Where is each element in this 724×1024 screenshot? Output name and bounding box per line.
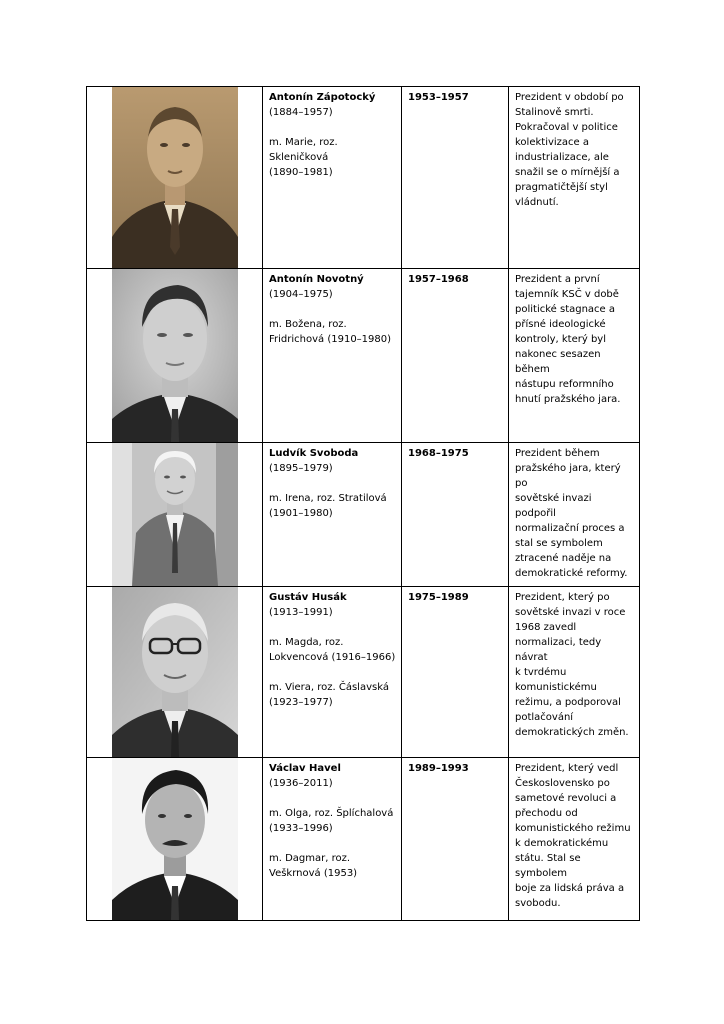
president-name: Antonín Zápotocký (269, 92, 376, 103)
spouse-info: m. Božena, roz. Fridrichová (1910–1980) (269, 319, 392, 345)
president-lifespan: (1884–1957) (269, 107, 333, 118)
table-row (87, 443, 640, 587)
table-row (87, 87, 640, 269)
photo-cell (87, 758, 263, 921)
description-cell (509, 587, 640, 758)
term-years: 1975–1989 (408, 592, 469, 603)
president-description: Prezident, který po sovětské invazi v roce 1968 zavedl normalizaci, tedy návrat k tvrdému komunistickému režimu, a podporoval potlačování demokratických změn. (515, 592, 629, 738)
spouse-info: m. Marie, roz. Skleničková (1890–1981) (269, 137, 338, 178)
spouse-info: m. Viera, roz. Čáslavská (1923–1977) (269, 682, 389, 708)
term-years: 1968–1975 (408, 448, 469, 459)
president-lifespan: (1904–1975) (269, 289, 333, 300)
term-cell (402, 443, 509, 587)
name-cell (263, 269, 402, 443)
president-lifespan: (1936–2011) (269, 778, 333, 789)
president-name: Antonín Novotný (269, 274, 364, 285)
president-lifespan: (1895–1979) (269, 463, 333, 474)
president-name: Ludvík Svoboda (269, 448, 359, 459)
spouse-info: m. Magda, roz. Lokvencová (1916–1966) (269, 637, 396, 663)
name-cell (263, 758, 402, 921)
portrait-photo-icon (112, 269, 238, 442)
term-cell (402, 587, 509, 758)
president-lifespan: (1913–1991) (269, 607, 333, 618)
president-description: Prezident během pražského jara, který po sovětské invazi podpořil normalizační proces a stal se symbolem ztracené naděje na demokratické reformy. (515, 448, 628, 579)
presidents-table (86, 86, 640, 921)
president-description: Prezident a první tajemník KSČ v době politické stagnace a přísné ideologické kontroly, který byl nakonec sesazen během nástupu reformního hnutí pražského jara. (515, 274, 621, 405)
name-cell (263, 87, 402, 269)
description-cell (509, 87, 640, 269)
portrait-photo-icon (112, 443, 238, 586)
photo-cell (87, 87, 263, 269)
term-cell (402, 758, 509, 921)
term-years: 1957–1968 (408, 274, 469, 285)
president-description: Prezident v období po Stalinově smrti. Pokračoval v politice kolektivizace a industrializace, ale snažil se o mírnější a pragmatičtější styl vládnutí. (515, 92, 624, 208)
president-name: Václav Havel (269, 763, 341, 774)
portrait-photo-icon (112, 87, 238, 268)
table-row (87, 587, 640, 758)
portrait-photo-icon (112, 758, 238, 920)
photo-cell (87, 269, 263, 443)
spouse-info: m. Olga, roz. Šplíchalová (1933–1996) (269, 808, 394, 834)
table-row (87, 758, 640, 921)
term-years: 1953–1957 (408, 92, 469, 103)
term-years: 1989–1993 (408, 763, 469, 774)
name-cell (263, 587, 402, 758)
description-cell (509, 269, 640, 443)
term-cell (402, 87, 509, 269)
description-cell (509, 443, 640, 587)
president-name: Gustáv Husák (269, 592, 347, 603)
portrait-photo-icon (112, 587, 238, 757)
photo-cell (87, 587, 263, 758)
table-row (87, 269, 640, 443)
president-description: Prezident, který vedl Československo po sametové revoluci a přechodu od komunistického režimu k demokratickému státu. Stal se symbolem boje za lidská práva a svobodu. (515, 763, 631, 909)
term-cell (402, 269, 509, 443)
spouse-info: m. Dagmar, roz. Veškrnová (1953) (269, 853, 358, 879)
photo-cell (87, 443, 263, 587)
description-cell (509, 758, 640, 921)
name-cell (263, 443, 402, 587)
spouse-info: m. Irena, roz. Stratilová (1901–1980) (269, 493, 387, 519)
